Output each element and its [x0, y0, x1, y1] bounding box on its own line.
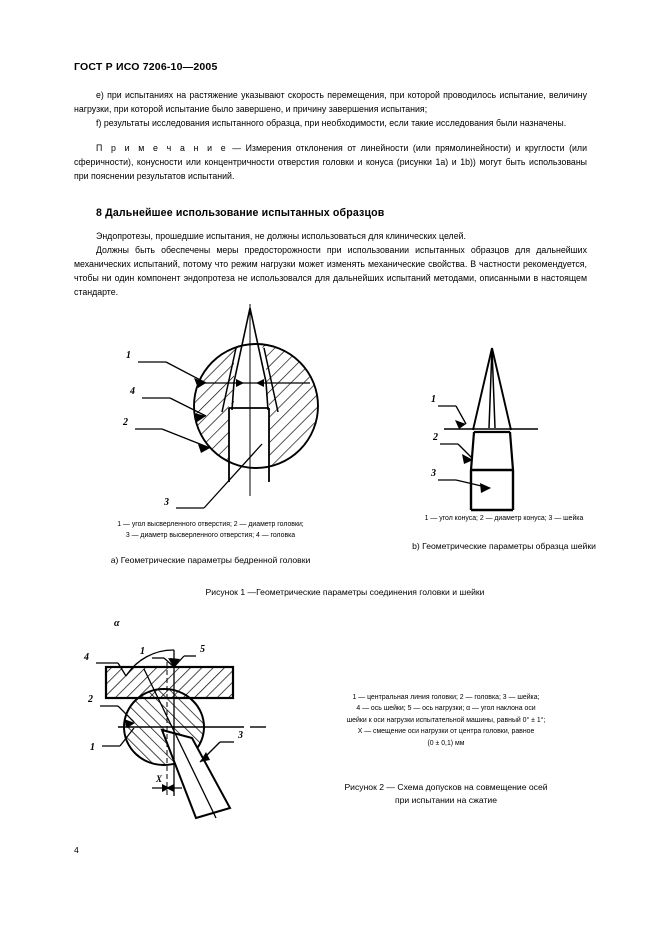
figure-2-legend-line-4: X — смещение оси нагрузки от центра головки, равное: [357, 728, 535, 736]
body-text-block-2: [74, 229, 587, 299]
figure-2-svg: [78, 610, 308, 830]
callout-3: 3: [238, 730, 243, 741]
neck-body-outline: [471, 470, 513, 510]
figure-2-legend: [300, 692, 592, 749]
callout-3: 3: [431, 468, 436, 479]
callout-2: 2: [88, 694, 93, 705]
callout-3: 3: [164, 497, 169, 508]
paragraph-section8-2: Должны быть обеспечены меры предосторожности при использовании испытанных образцов для дальнейших механических испытаний, потому что режим нагрузки может изменять механические свойства. В частности рекомендуется, чтобы ни один компонент эндопротеза не использовался для дальнейших испытаний методами, описанными в настоящем стандарте.: [74, 245, 587, 298]
figure-2-caption-line-1: Рисунок 2 — Схема допусков на совмещение осей: [344, 782, 548, 792]
figure-1b-svg: [430, 340, 590, 520]
figure-2-legend-line-1: 1 — центральная линия головки; 2 — головка; 3 — шейка;: [352, 694, 540, 701]
callout-4: 4: [130, 386, 135, 397]
paragraph-section8-1: Эндопротезы, прошедшие испытания, не должны использоваться для клинических целей.: [96, 231, 466, 241]
figure-1b-legend-line-1: 1 — угол конуса; 2 — диаметр конуса; 3 — шейка: [424, 515, 584, 522]
figure-1a-legend-line-2: 3 — диаметр высверленного отверстия; 4 — головка: [125, 532, 296, 540]
figure-1a-svg: [110, 296, 340, 521]
figure-2-caption: [300, 781, 592, 807]
paragraph-note: [74, 141, 587, 183]
figure-2-caption-line-2: при испытании на сжатие: [394, 795, 498, 805]
callout-alpha: α: [114, 618, 120, 629]
callout-4: 4: [84, 652, 89, 663]
figure-1b-legend: [363, 513, 645, 524]
figure-1-caption: Рисунок 1 —Геометрические параметры соединения головки и шейки: [205, 587, 485, 597]
callout-x: X: [156, 774, 163, 784]
figure-1a-caption: а) Геометрические параметры бедренной головки: [110, 555, 311, 565]
figure-2-legend-line-5: (0 ± 0,1) мм: [427, 739, 465, 747]
paragraph-item-f: f) результаты исследования испытанного образца, при необходимости, если такие исследования были назначены.: [96, 118, 567, 129]
figure-1b-drawing: [430, 340, 590, 520]
figure-1a-legend-line-1: 1 — угол высверленного отверстия; 2 — диаметр головки;: [117, 521, 304, 528]
document-header: ГОСТ Р ИСО 7206-10—2005: [74, 61, 218, 73]
callout-1-top: 1: [140, 646, 145, 657]
note-text: — Измерения отклонения от линейности (или прямолинейности) и круглости (или сферичности), конусности или концентричности отверстия головки и конуса (рисунки 1а) и 1b)) могут быть использованы при пояснении результатов испытаний.: [74, 143, 587, 182]
callout-2: 2: [433, 432, 438, 443]
section-heading-8: 8 Дальнейшее использование испытанных образцов: [96, 207, 385, 219]
body-text-block-1: [74, 88, 587, 184]
figure-2-drawing: [78, 610, 308, 830]
paragraph-spacer: [74, 130, 587, 141]
figure-2-legend-line-3: шейки к оси нагрузки испытательной машины, равный 0° ± 1°;: [346, 716, 546, 724]
callout-leaders: [438, 406, 490, 488]
callout-1-left: 1: [90, 742, 95, 753]
figure-1a-legend: [70, 519, 351, 542]
callout-5: 5: [200, 644, 205, 655]
taper-band-outline: [471, 432, 513, 470]
callout-2: 2: [123, 417, 128, 428]
callout-1: 1: [431, 394, 436, 405]
page-number: 4: [74, 845, 79, 855]
callout-1: 1: [126, 350, 131, 361]
figure-2-legend-line-2: 4 — ось шейки; 5 — ось нагрузки; α — угол наклона оси: [356, 705, 536, 713]
figure-1a-drawing: [110, 296, 340, 521]
paragraph-item-e: е) при испытаниях на растяжение указывают скорость перемещения, при которой проводилось испытание, величину нагрузки, при которой испытание было завершено, и причину завершения испытания;: [74, 90, 587, 115]
figure-1b-caption: b) Геометрические параметры образца шейки: [412, 541, 596, 551]
note-label: П р и м е ч а н и е: [96, 143, 228, 154]
